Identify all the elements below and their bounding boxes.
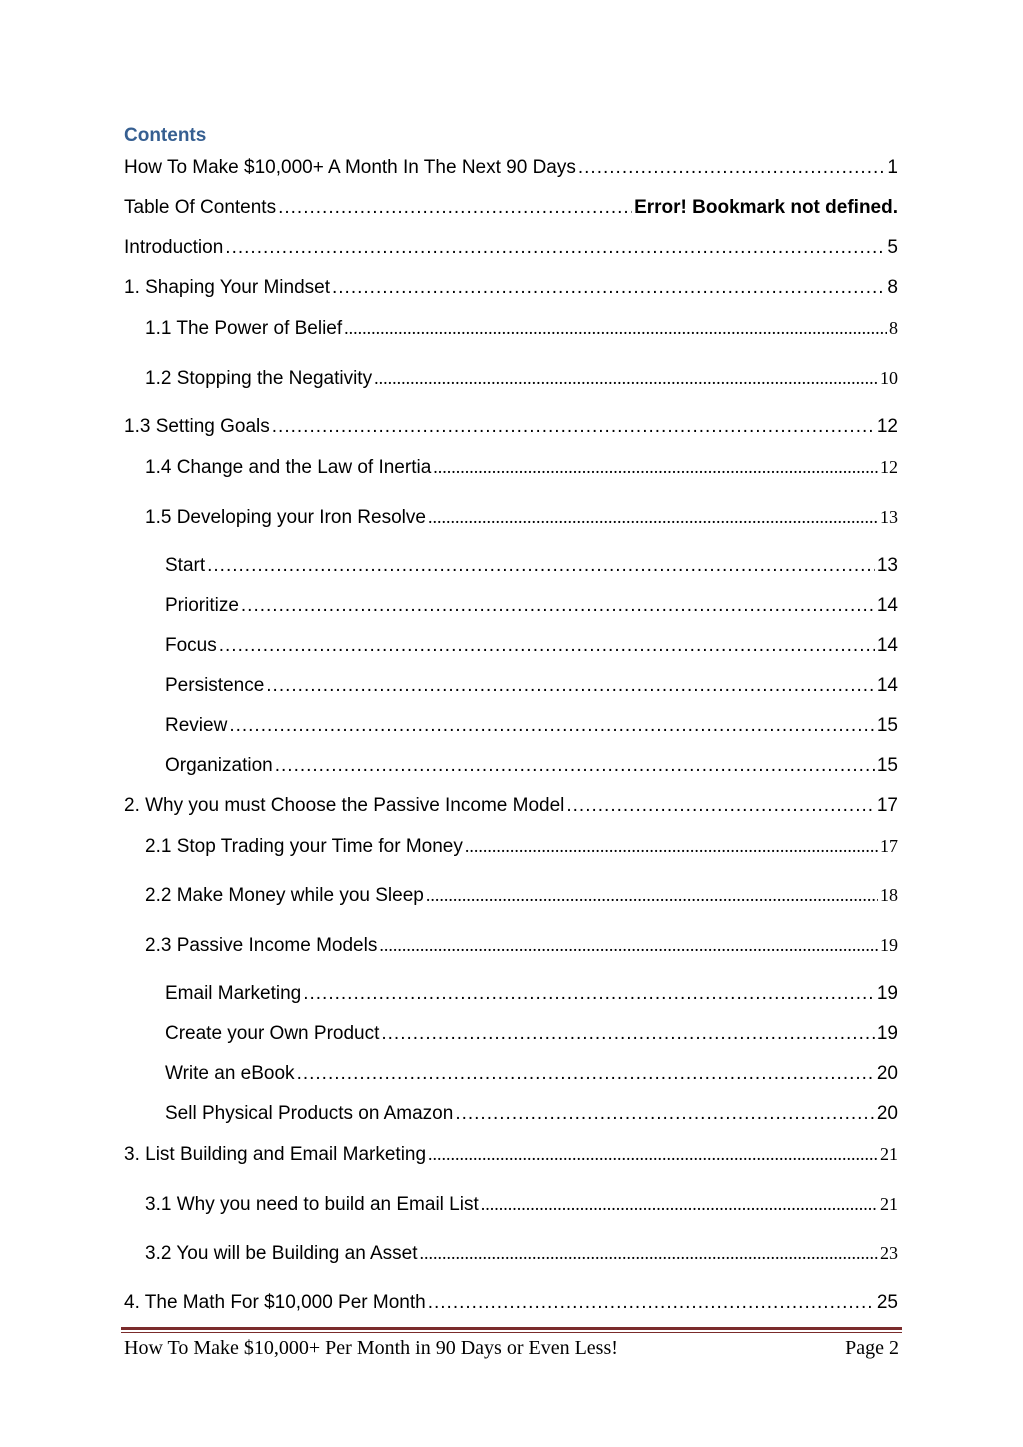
toc-entry-title: Table Of Contents (124, 197, 277, 218)
toc-leader-dots (332, 275, 885, 301)
toc-entry-page: 21 (880, 1144, 898, 1164)
toc-leader-dots (229, 713, 875, 739)
toc-leader-dots (207, 553, 875, 579)
toc-leader-dots (379, 932, 878, 958)
toc-entry[interactable] (145, 504, 898, 530)
toc-leader-dots (433, 454, 878, 480)
toc-entry-page: 20 (876, 1103, 898, 1124)
toc-entry[interactable] (124, 275, 898, 301)
toc-entry-page: 8 (887, 277, 898, 298)
toc-leader-dots (578, 155, 886, 181)
toc-entry-page: 15 (876, 715, 898, 736)
toc-leader-dots (297, 1061, 875, 1087)
toc-entry-page: 1 (887, 157, 898, 178)
toc-entry-title: Write an eBook (165, 1063, 295, 1084)
toc-entry-page: 18 (880, 885, 898, 905)
toc-entry[interactable] (124, 155, 898, 181)
toc-entry-title: Organization (165, 755, 273, 776)
toc-leader-dots (344, 315, 887, 341)
toc-entry-title: Review (165, 715, 228, 736)
toc-entry[interactable] (165, 981, 898, 1007)
toc-entry-title: 1.5 Developing your Iron Resolve (145, 507, 426, 528)
toc-leader-dots (266, 673, 875, 699)
toc-entry[interactable] (145, 932, 898, 958)
toc-entry-page: 14 (876, 635, 898, 656)
toc-heading: Contents (124, 125, 207, 146)
toc-entry[interactable] (145, 365, 898, 391)
toc-entry[interactable] (124, 1141, 898, 1167)
toc-entry-title: 2. Why you must Choose the Passive Income Model (124, 795, 565, 816)
toc-entry[interactable] (165, 673, 898, 699)
toc-entry-title: 4. The Math For $10,000 Per Month (124, 1292, 426, 1313)
toc-entry-title: Sell Physical Products on Amazon (165, 1103, 454, 1124)
toc-entry-title: 1.3 Setting Goals (124, 416, 270, 437)
toc-entry-page: 8 (889, 318, 898, 338)
toc-entry-page: 13 (880, 507, 898, 527)
footer-page-number: Page 2 (845, 1337, 899, 1359)
toc-entry-title: 3.2 You will be Building an Asset (145, 1243, 418, 1264)
toc-entry[interactable] (124, 195, 898, 221)
toc-entry-page: 10 (880, 368, 898, 388)
toc-entry[interactable] (165, 753, 898, 779)
toc-leader-dots (225, 235, 885, 261)
toc-leader-dots (275, 753, 875, 779)
toc-entry-title: Introduction (124, 237, 224, 258)
toc-entry-title: 1.1 The Power of Belief (145, 318, 343, 339)
toc-entry[interactable] (124, 414, 898, 440)
toc-entry-title: Prioritize (165, 595, 239, 616)
toc-leader-dots (278, 195, 632, 221)
toc-entry[interactable] (124, 793, 898, 819)
toc-leader-dots (272, 414, 875, 440)
toc-entry-page: 21 (880, 1194, 898, 1214)
toc-entry[interactable] (145, 454, 898, 480)
toc-entry-page: 12 (876, 416, 898, 437)
toc-entry[interactable] (165, 633, 898, 659)
toc-entry[interactable] (124, 1290, 898, 1316)
toc-entry-title: 2.2 Make Money while you Sleep (145, 885, 424, 906)
toc-leader-dots (420, 1240, 878, 1266)
toc-leader-dots (381, 1021, 874, 1047)
toc-leader-dots (303, 981, 875, 1007)
toc-entry-title: Focus (165, 635, 217, 656)
toc-entry[interactable] (145, 315, 898, 341)
toc-entry-page: 19 (876, 1023, 898, 1044)
toc-entry-page: 12 (880, 457, 898, 477)
toc-leader-dots (465, 833, 878, 859)
toc-entry[interactable] (145, 833, 898, 859)
toc-entry-title: 3.1 Why you need to build an Email List (145, 1194, 479, 1215)
toc-leader-dots (374, 365, 878, 391)
toc-entry-page: 14 (876, 595, 898, 616)
toc-leader-dots (428, 504, 878, 530)
toc-leader-dots (481, 1191, 878, 1217)
toc-entry-title: 2.3 Passive Income Models (145, 935, 378, 956)
toc-entry[interactable] (165, 1021, 898, 1047)
toc-entry-title: 1.2 Stopping the Negativity (145, 368, 373, 389)
toc-entry-page: 14 (876, 675, 898, 696)
toc-entry-page: 17 (876, 795, 898, 816)
footer-rule-thick (121, 1327, 902, 1330)
toc-entry-page: 25 (876, 1292, 898, 1313)
toc-leader-dots (428, 1141, 878, 1167)
toc-leader-dots (428, 1290, 875, 1316)
toc-entry-title: Persistence (165, 675, 265, 696)
toc-entry-title: Create your Own Product (165, 1023, 380, 1044)
toc-entry-title: 3. List Building and Email Marketing (124, 1144, 427, 1165)
toc-leader-dots (455, 1101, 875, 1127)
toc-entry-title: Email Marketing (165, 983, 302, 1004)
toc-entry-page: Error! Bookmark not defined. (634, 197, 898, 218)
toc-entry[interactable] (145, 1240, 898, 1266)
toc-entry[interactable] (165, 593, 898, 619)
toc-entry-page: 20 (876, 1063, 898, 1084)
toc-entry-page: 23 (880, 1243, 898, 1263)
toc-entry-page: 17 (880, 836, 898, 856)
footer-title: How To Make $10,000+ Per Month in 90 Days or Even Less! (124, 1337, 618, 1359)
toc-entry[interactable] (165, 713, 898, 739)
toc-entry[interactable] (124, 235, 898, 261)
toc-entry-title: Start (165, 555, 206, 576)
toc-leader-dots (566, 793, 874, 819)
toc-entry[interactable] (165, 1101, 898, 1127)
footer-rule-thin (121, 1332, 902, 1333)
toc-entry-page: 19 (880, 935, 898, 955)
toc-entry-page: 5 (887, 237, 898, 258)
toc-entry[interactable] (165, 1061, 898, 1087)
toc-entry-title: 1. Shaping Your Mindset (124, 277, 330, 298)
toc-entry-page: 13 (876, 555, 898, 576)
toc-entry[interactable] (145, 882, 898, 908)
toc-leader-dots (426, 882, 878, 908)
toc-entry[interactable] (165, 553, 898, 579)
toc-entry-title: How To Make $10,000+ A Month In The Next 90 Days (124, 157, 576, 178)
toc-leader-dots (219, 633, 875, 659)
toc-entry-title: 2.1 Stop Trading your Time for Money (145, 836, 463, 857)
toc-entry-title: 1.4 Change and the Law of Inertia (145, 457, 432, 478)
toc-entry-page: 15 (876, 755, 898, 776)
toc-entry-page: 19 (876, 983, 898, 1004)
toc-entry[interactable] (145, 1191, 898, 1217)
toc-leader-dots (241, 593, 875, 619)
